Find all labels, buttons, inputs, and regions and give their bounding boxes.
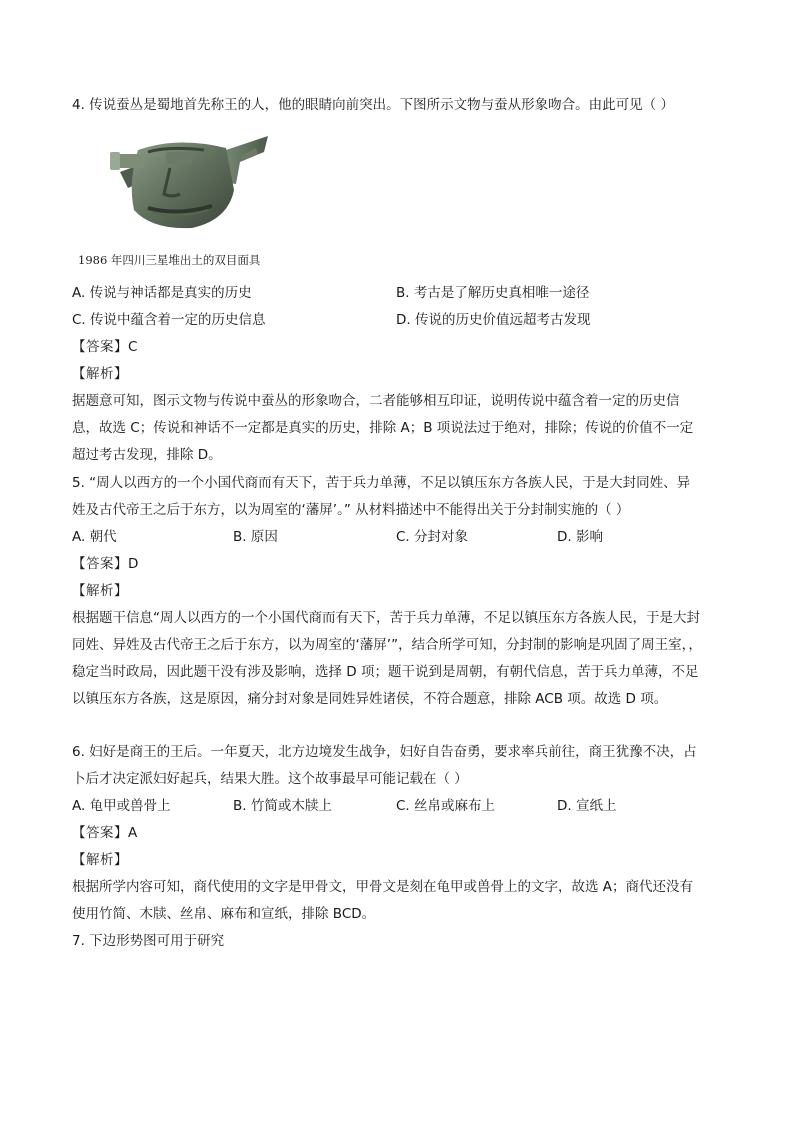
q5-stem-line: 姓及古代帝王之后于东方，以为周室的‘藩屏’。” 从材料描述中不能得出关于分封制实施的（ ） [72,502,630,518]
q6-stem-line: 卜后才决定派妇好起兵，结果大胜。这个故事最早可能记载在（ ） [72,771,468,787]
q5-option-d: D. 影响 [557,529,603,545]
q5-option-a: A. 朝代 [72,529,117,545]
q4-analysis-line: 据题意可知，图示文物与传说中蚕丛的形象吻合，二者能够相互印证，说明传说中蕴含着一定的历史信 [72,393,680,409]
q5-answer: 【答案】D [72,556,139,572]
q5-analysis-line: 根据题干信息“周人以西方的一个小国代商而有天下，苦于兵力单薄，不足以镇压东方各族人民，于是大封 [72,610,700,626]
q6-option-b: B. 竹简或木牍上 [233,798,332,814]
q4-option-d: D. 传说的历史价值远超考古发现 [396,312,591,328]
q5-analysis-label: 【解析】 [72,583,128,599]
q5-analysis-line: 同姓、异姓及古代帝王之后于东方，以为周室的‘藩屏’”，结合所学可知，分封制的影响是巩固了周王室，， [72,637,702,653]
q5-analysis-line: 以镇压东方各族，这是原因，痛分封对象是同姓异姓诸侯，不符合题意，排除 ACB 项。故选 D 项。 [72,691,668,707]
q4-option-a: A. 传说与神话都是真实的历史 [72,285,252,301]
q4-stem: 4. 传说蚕丛是蜀地首先称王的人，他的眼睛向前突出。下图所示文物与蚕从形象吻合。由此可见（ ） [72,97,674,113]
q6-analysis-label: 【解析】 [72,852,128,868]
q4-option-b: B. 考古是了解历史真相唯一途径 [396,285,590,301]
q5-option-c: C. 分封对象 [396,529,469,545]
q6-option-a: A. 龟甲或兽骨上 [72,798,171,814]
q7-stem: 7. 下边形势图可用于研究 [72,933,225,949]
q5-option-b: B. 原因 [233,529,278,545]
q6-analysis-line: 使用竹简、木牍、丝帛、麻布和宣纸，排除 BCD。 [72,906,376,922]
q4-analysis-line: 超过考古发现，排除 D。 [72,447,222,463]
q6-option-d: D. 宣纸上 [557,798,617,814]
q4-analysis-line: 息，故选 C；传说和神话不一定都是真实的历史，排除 A；B 项说法过于绝对，排除；传说的价值不一定 [72,420,694,436]
image-caption: 1986 年四川三星堆出土的双目面具 [78,253,261,267]
q6-answer: 【答案】A [72,825,138,841]
q6-option-c: C. 丝帛或麻布上 [396,798,496,814]
q6-analysis-line: 根据所学内容可知，商代使用的文字是甲骨文，甲骨文是刻在龟甲或兽骨上的文字，故选 A；商代还没有 [72,879,694,895]
q4-analysis-label: 【解析】 [72,366,128,382]
bronze-mask-image [108,132,270,236]
q4-option-c: C. 传说中蕴含着一定的历史信息 [72,312,266,328]
q6-stem-line: 6. 妇好是商王的王后。一年夏天，北方边境发生战争，妇好自告奋勇，要求率兵前往，商王犹豫不决，占 [72,744,697,760]
q4-answer: 【答案】C [72,339,138,355]
q5-stem-line: 5. “周人以西方的一个小国代商而有天下，苦于兵力单薄，不足以镇压东方各族人民，于是大封同姓、异 [72,475,691,491]
q5-analysis-line: 稳定当时政局，因此题干没有涉及影响，选择 D 项；题干说到是周朝，有朝代信息，苦于兵力单薄，不足 [72,664,699,680]
